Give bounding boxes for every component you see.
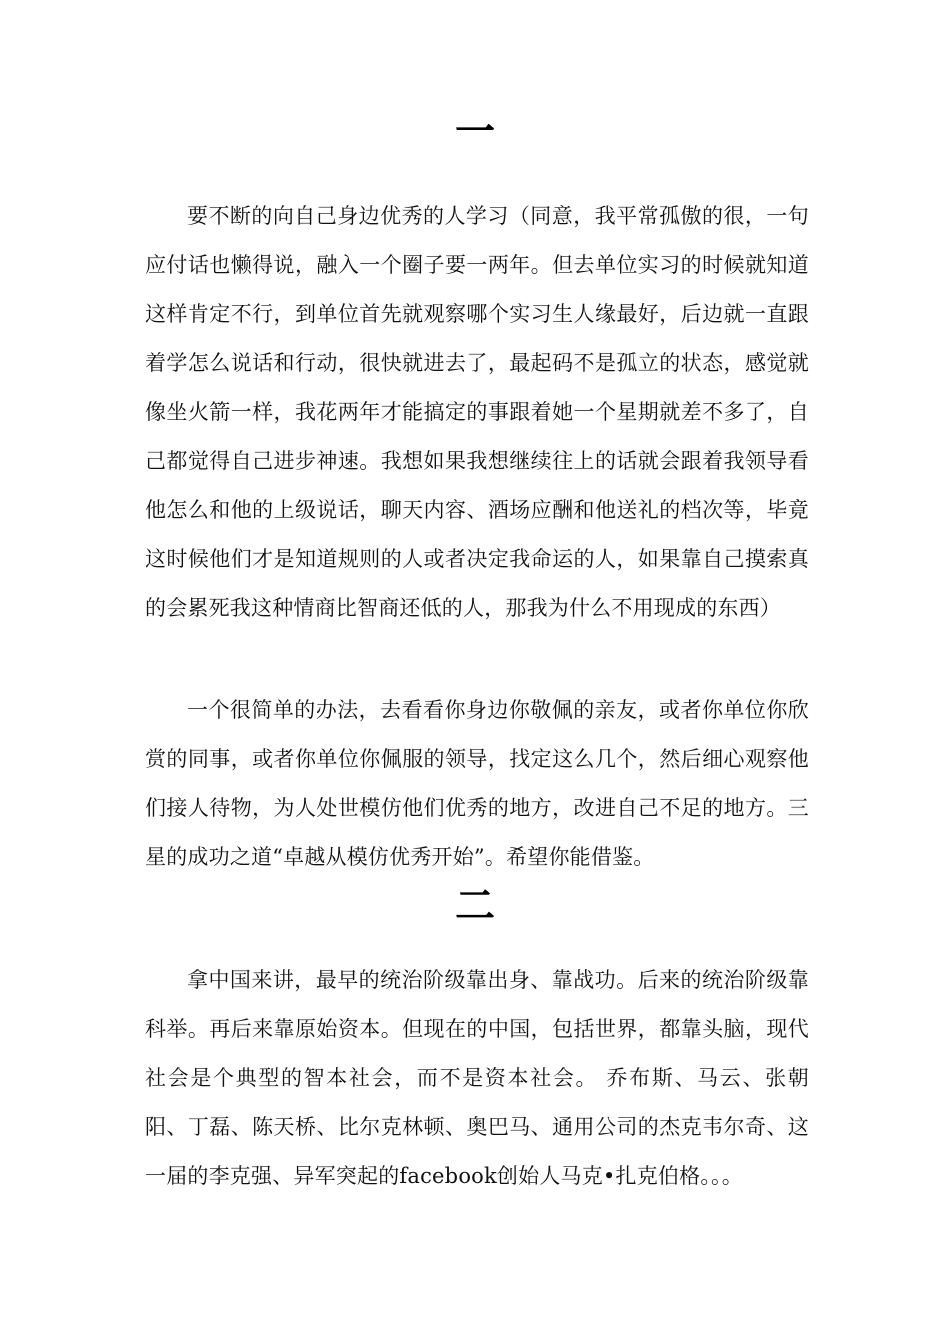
section-heading-two: 二 xyxy=(455,883,495,929)
paragraph-learn-from-others: 要不断的向自己身边优秀的人学习（同意，我平常孤傲的很，一句应付话也懒得说，融入一个圈子要一两年。但去单位实习的时候就知道这样肯定不行，到单位首先就观察哪个实习生人缘最好，后边就一直跟着学怎么说话和行动，很快就进去了，最起码不是孤立的状态，感觉就像坐火箭一样，我花两年才能搞定的事跟着她一个星期就差不多了，自己都觉得自己进步神速。我想如果我想继续往上的话就会跟着我领导看他怎么和他的上级说话，聊天内容、酒场应酬和他送礼的档次等，毕竟这时候他们才是知道规则的人或者决定我命运的人，如果靠自己摸索真的会累死我这种情商比智商还低的人，那我为什么不用现成的东西） xyxy=(145,204,809,620)
section-heading-one: 一 xyxy=(455,109,495,155)
paragraph-simple-method: 一个很简单的办法，去看看你身边你敬佩的亲友，或者你单位你欣赏的同事，或者你单位你佩服的领导，找定这么几个，然后细心观察他们接人待物，为人处世模仿他们优秀的地方，改进自己不足的地方。三星的成功之道“卓越从模仿优秀开始”。希望你能借鉴。 xyxy=(145,698,809,869)
paragraph-intellect-society: 拿中国来讲，最早的统治阶级靠出身、靠战功。后来的统治阶级靠科举。再后来靠原始资本。但现在的中国，包括世界，都靠头脑，现代社会是个典型的智本社会，而不是资本社会。 乔布斯、马云、张朝阳、丁磊、陈天桥、比尔克林顿、奥巴马、通用公司的杰克韦尔奇、这一届的李克强、异军突起的facebook创始人马克•扎克伯格。。。 xyxy=(145,968,809,1188)
